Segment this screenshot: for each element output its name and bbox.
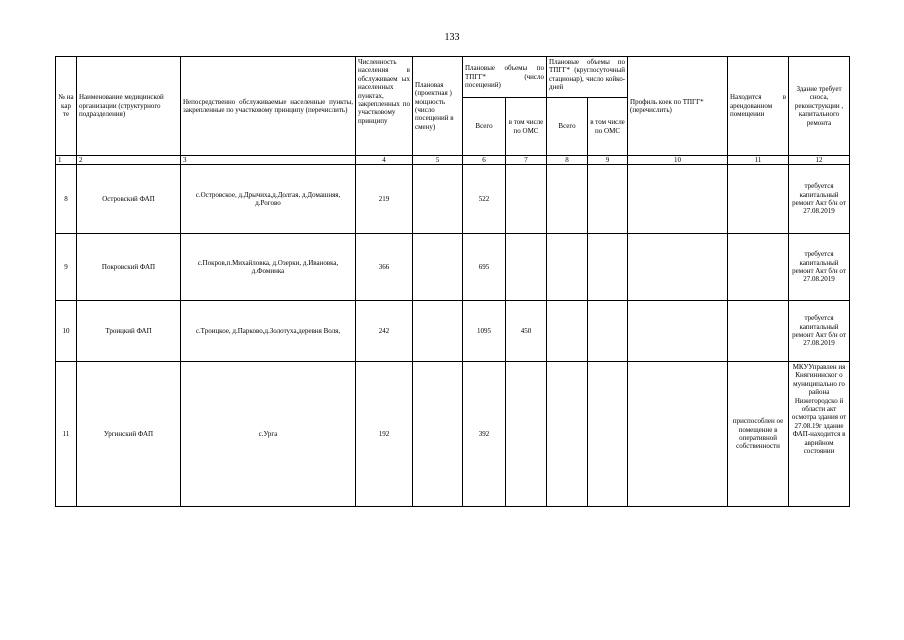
page-number: 133	[444, 32, 460, 43]
header-settlements: Непосредственно обслуживаемые населенные пункты, закрепленные по участковому принципу (перечислить)	[181, 57, 356, 156]
beds-total	[547, 362, 588, 507]
bed-profile	[628, 301, 728, 362]
rented-status	[728, 234, 789, 301]
column-number: 3	[181, 156, 356, 165]
row-number: 8	[56, 165, 77, 234]
header-beds-total: Всего	[547, 98, 588, 156]
visits-oms	[506, 165, 547, 234]
repair-status: требуется капитальный ремонт Акт б/н от 27.08.2019	[789, 234, 850, 301]
capacity	[413, 234, 463, 301]
column-number: 12	[789, 156, 850, 165]
organization-name: Островский ФАП	[77, 165, 181, 234]
column-number: 10	[628, 156, 728, 165]
header-rented: Находится в арендованном помещении	[728, 57, 789, 156]
population: 219	[356, 165, 413, 234]
table-row	[56, 362, 850, 507]
medical-facilities-table	[55, 56, 850, 507]
row-number: 10	[56, 301, 77, 362]
column-number: 8	[547, 156, 588, 165]
settlements: с.Покров,п.Михайловка, д.Озерки, д.Ивановка, д.Фоминка	[181, 234, 356, 301]
beds-total	[547, 165, 588, 234]
beds-oms	[588, 234, 628, 301]
repair-status: требуется капитальный ремонт Акт б/н от 27.08.2019	[789, 165, 850, 234]
capacity	[413, 301, 463, 362]
repair-status: требуется капитальный ремонт Акт б/н от 27.08.2019	[789, 301, 850, 362]
visits-total: 1095	[463, 301, 506, 362]
header-planned-bed-days: Плановые объемы по ТПГГ* (круглосуточный стационар), число койко-дней	[547, 57, 628, 98]
table-row	[56, 301, 850, 362]
visits-oms	[506, 234, 547, 301]
header-population: Численность населения в обслуживаем ых населенных пунктах, закрепленных по участковому принципу	[356, 57, 413, 156]
header-repair-needed: Здание требует сноса, реконструкции , капитального ремонта	[789, 57, 850, 156]
beds-total	[547, 301, 588, 362]
population: 366	[356, 234, 413, 301]
header-organization-name: Наименование медицинской организации (структурного подразделения)	[77, 57, 181, 156]
row-number: 9	[56, 234, 77, 301]
header-beds-oms: в том числе по ОМС	[588, 98, 628, 156]
header-capacity: Плановая (проектная ) мощность (число посещений в смену)	[413, 57, 463, 156]
population: 242	[356, 301, 413, 362]
visits-oms: 450	[506, 301, 547, 362]
header-row-1	[56, 57, 850, 98]
column-number: 5	[413, 156, 463, 165]
beds-oms	[588, 301, 628, 362]
header-planned-visits: Плановые объемы по ТПГГ* (число посещений)	[463, 57, 547, 98]
column-number: 9	[588, 156, 628, 165]
rented-status: приспособлен ое помещение в оперативной собственности	[728, 362, 789, 507]
column-number: 2	[77, 156, 181, 165]
rented-status	[728, 165, 789, 234]
organization-name: Троицкий ФАП	[77, 301, 181, 362]
beds-oms	[588, 362, 628, 507]
header-bed-profile: Профиль коек по ТПГГ* (перечислить)	[628, 57, 728, 156]
bed-profile	[628, 362, 728, 507]
organization-name: Ургинский ФАП	[77, 362, 181, 507]
column-number: 11	[728, 156, 789, 165]
visits-oms	[506, 362, 547, 507]
column-number: 7	[506, 156, 547, 165]
repair-status: МКУУправлен ия Княгининског о муниципально го района Нижегородско й области акт осмотра здания от 27.08.19г здание ФАП-находится в аврийном состоянии	[789, 362, 850, 507]
organization-name: Покровский ФАП	[77, 234, 181, 301]
bed-profile	[628, 234, 728, 301]
column-number: 6	[463, 156, 506, 165]
column-number: 1	[56, 156, 77, 165]
visits-total: 392	[463, 362, 506, 507]
visits-total: 695	[463, 234, 506, 301]
table-row	[56, 234, 850, 301]
settlements: с.Троицкое, д.Парково,д.Золотуха,деревня Воля,	[181, 301, 356, 362]
column-number: 4	[356, 156, 413, 165]
population: 192	[356, 362, 413, 507]
settlements: с.Островское, д.Дрычиха,д.Долгая, д.Домашняя, д.Рогово	[181, 165, 356, 234]
table-row	[56, 165, 850, 234]
capacity	[413, 165, 463, 234]
header-visits-oms: в том числе по ОМС	[506, 98, 547, 156]
beds-oms	[588, 165, 628, 234]
header-visits-total: Всего	[463, 98, 506, 156]
rented-status	[728, 301, 789, 362]
bed-profile	[628, 165, 728, 234]
column-number-row	[56, 156, 850, 165]
header-map-number: № на кар те	[56, 57, 77, 156]
row-number: 11	[56, 362, 77, 507]
beds-total	[547, 234, 588, 301]
visits-total: 522	[463, 165, 506, 234]
capacity	[413, 362, 463, 507]
settlements: с.Урга	[181, 362, 356, 507]
